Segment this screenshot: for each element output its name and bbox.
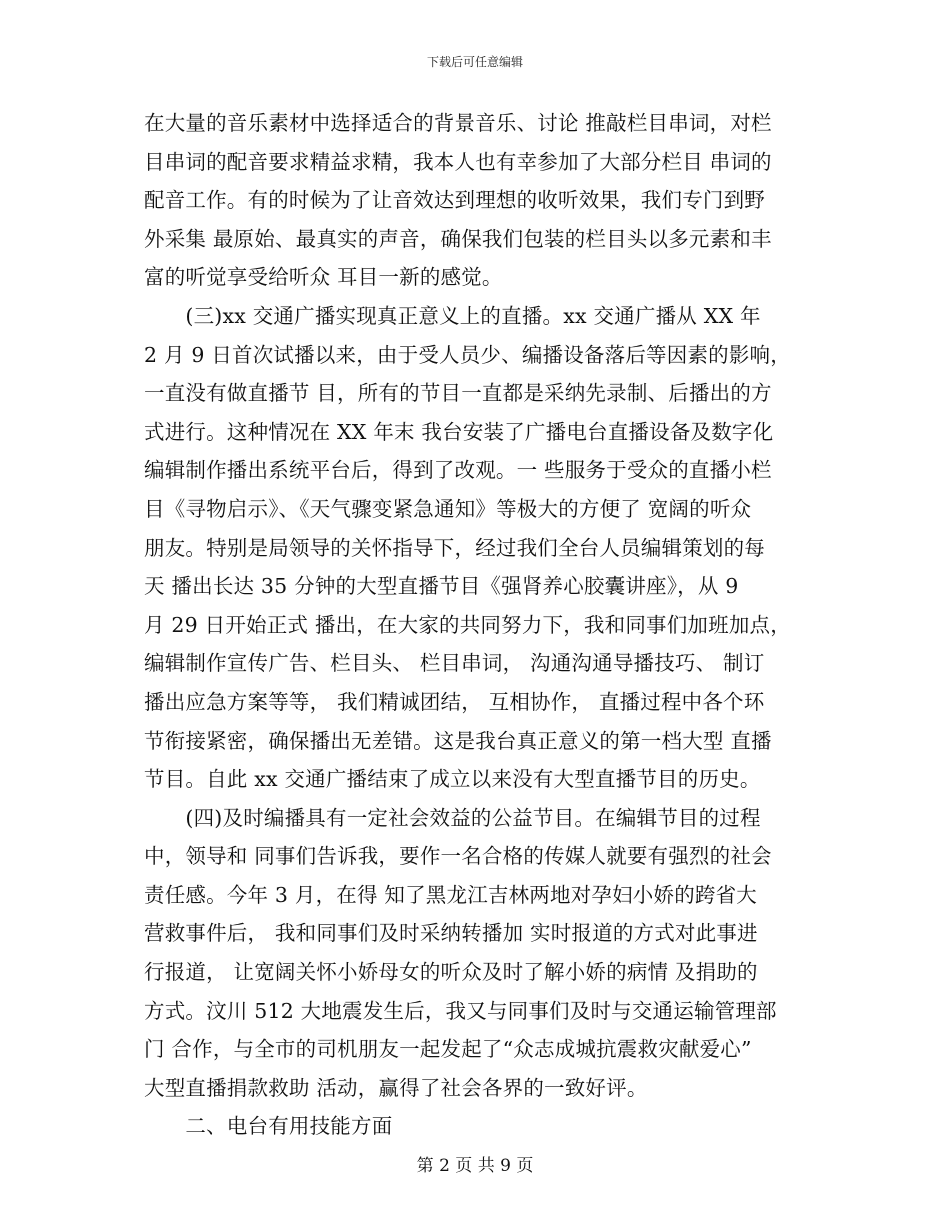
- text-line: 编辑制作宣传广告、栏目头、 栏目串词， 沟通沟通导播技巧、 制订: [144, 651, 765, 676]
- page-footer: 第 2 页 共 9 页: [416, 1156, 534, 1176]
- text-line: 目串词的配音要求精益求精，我本人也有幸参加了大部分栏目 串词的: [144, 149, 772, 174]
- text-line: 朋友。特别是局领导的关怀指导下，经过我们全台人员编辑策划的每: [144, 535, 765, 560]
- text-line: 式进行。这种情况在 XX 年末 我台安装了广播电台直播设备及数字化: [144, 419, 774, 444]
- text-line: 天 播出长达 35 分钟的大型直播节目《强肾养心胶囊讲座》，从 9: [144, 574, 739, 599]
- page-header: 下载后可任意编辑: [426, 55, 523, 69]
- text-line: 中，领导和 同事们告诉我，要作一名合格的传媒人就要有强烈的社会: [144, 844, 772, 869]
- text-line: 责任感。今年 3 月，在得 知了黑龙江吉林两地对孕妇小娇的跨省大: [144, 882, 757, 907]
- text-line: 营救事件后， 我和同事们及时采纳转播加 实时报道的方式对此事进: [144, 921, 758, 946]
- text-line: 节目。自此 xx 交通广播结束了成立以来没有大型直播节目的历史。: [144, 767, 761, 792]
- text-line: 2 月 9 日首次试播以来，由于受人员少、编播设备落后等因素的影响，: [144, 342, 791, 367]
- text-line: 大型直播捐款救助 活动，赢得了社会各界的一致好评。: [144, 1075, 648, 1100]
- text-line: 编辑制作播出系统平台后，得到了改观。一 些服务于受众的直播小栏: [144, 458, 772, 483]
- text-line: 一直没有做直播节 目，所有的节目一直都是采纳先录制、后播出的方: [144, 381, 772, 406]
- text-line: 行报道， 让宽阔关怀小娇母女的听众及时了解小娇的病情 及捐助的: [144, 960, 758, 985]
- text-line: (四)及时编播具有一定社会效益的公益节目。在编辑节目的过程: [144, 805, 761, 830]
- text-line: 二、电台有用技能方面: [144, 1114, 393, 1139]
- text-line: 在大量的音乐素材中选择适合的背景音乐、讨论 推敲栏目串词，对栏: [144, 111, 772, 135]
- text-line: 方式。汶川 512 大地震发生后，我又与同事们及时与交通运输管理部: [144, 998, 777, 1023]
- text-line: 外采集 最原始、最真实的声音，确保我们包装的栏目头以多元素和丰: [144, 226, 772, 251]
- text-line: (三)xx 交通广播实现真正意义上的直播。xx 交通广播从 XX 年: [144, 303, 761, 328]
- text-line: 目《寻物启示》、《天气骤变紧急通知》等极大的方便了 宽阔的听众: [144, 496, 752, 521]
- text-line: 节衔接紧密，确保播出无差错。这是我台真正意义的第一档大型 直播: [144, 728, 772, 753]
- body-text: [144, 104, 808, 1146]
- text-line: 富的听觉享受给听众 耳目一新的感觉。: [144, 265, 503, 290]
- text-line: 播出应急方案等等， 我们精诚团结， 互相协作， 直播过程中各个环: [144, 689, 765, 714]
- text-line: 配音工作。有的时候为了让音效达到理想的收听效果，我们专门到野: [144, 188, 765, 213]
- text-line: 月 29 日开始正式 播出，在大家的共同努力下，我和同事们加班加点，: [144, 612, 791, 637]
- text-line: 门 合作，与全市的司机朋友一起发起了“众志成城抗震救灾献爱心”: [144, 1037, 752, 1062]
